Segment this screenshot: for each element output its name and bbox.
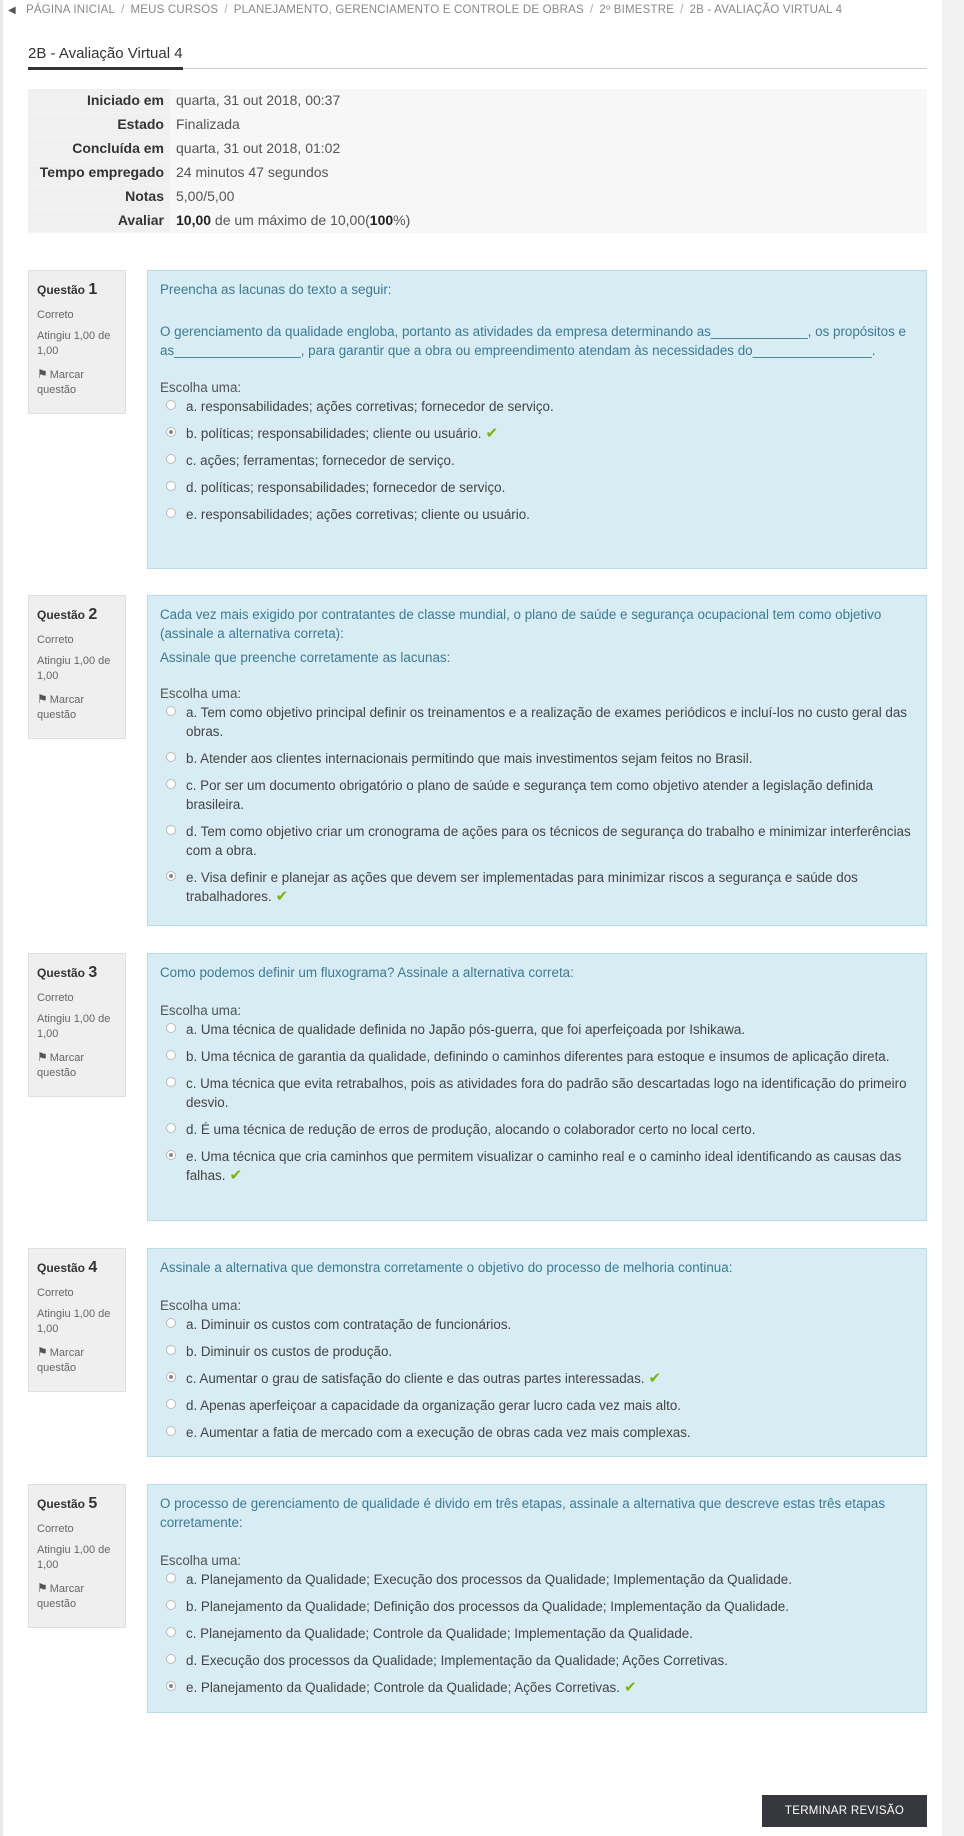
- question-text: Assinale que preenche corretamente as lacunas:: [160, 650, 451, 665]
- answer-prompt: Escolha uma:: [160, 380, 242, 395]
- answer-prompt: Escolha uma:: [160, 1003, 242, 1018]
- question-content: [147, 1248, 927, 1457]
- summary-row: [28, 137, 927, 161]
- answer-option[interactable]: [160, 505, 914, 524]
- flag-icon: ⚑: [37, 1050, 48, 1064]
- option-text: e. Visa definir e planejar as ações que devem ser implementadas para minimizar riscos a segurança e saúde dos trabalhadores.: [186, 870, 858, 904]
- radio-button[interactable]: [166, 1654, 176, 1664]
- option-text: e. Aumentar a fatia de mercado com a execução de obras cada vez mais complexas.: [186, 1425, 691, 1440]
- check-icon: ✔: [275, 888, 289, 905]
- left-edge: [0, 0, 3, 1836]
- grade-text: de um máximo de 10,00(: [211, 212, 370, 228]
- question-info: [28, 1484, 126, 1628]
- question-content: [147, 595, 927, 926]
- answer-option[interactable]: [160, 1020, 914, 1039]
- question-number-value: 1: [88, 281, 98, 298]
- answer-option[interactable]: [160, 478, 914, 497]
- question-state: Correto: [37, 992, 74, 1004]
- check-icon: ✔: [485, 425, 499, 442]
- answer-option[interactable]: [160, 1651, 914, 1670]
- summary-row: [28, 209, 927, 233]
- flag-icon: ⚑: [37, 367, 48, 381]
- summary-value: 24 minutos 47 segundos: [170, 161, 927, 185]
- question-state: Correto: [37, 1523, 74, 1535]
- summary-label: Iniciado em: [28, 89, 170, 113]
- answer-option[interactable]: [160, 1369, 914, 1388]
- breadcrumb-separator: /: [121, 4, 125, 16]
- answer-option[interactable]: [160, 1074, 914, 1112]
- scrollbar-track[interactable]: [942, 0, 964, 1836]
- breadcrumb-course[interactable]: PLANEJAMENTO, GERENCIAMENTO E CONTROLE DE OBRAS: [233, 4, 584, 16]
- flag-label: Marcar questão: [37, 369, 84, 396]
- answer-option[interactable]: [160, 1120, 914, 1139]
- answer-option[interactable]: [160, 776, 914, 814]
- question-content: [147, 270, 927, 569]
- breadcrumb-quiz[interactable]: 2B - AVALIAÇÃO VIRTUAL 4: [689, 4, 843, 16]
- radio-button[interactable]: [166, 825, 176, 835]
- question-label: Questão: [37, 283, 86, 297]
- option-text: c. Planejamento da Qualidade; Controle da Qualidade; Implementação da Qualidade.: [186, 1626, 693, 1641]
- option-text: c. Uma técnica que evita retrabalhos, pois as atividades fora do padrão são descartadas logo na identificação do primeiro desvio.: [186, 1076, 907, 1110]
- question-grade: Atingiu 1,00 de 1,00: [37, 330, 111, 357]
- radio-button[interactable]: [166, 1345, 176, 1355]
- option-text: b. Atender aos clientes internacionais permitindo que mais investimentos sejam feitos no Brasil.: [186, 751, 753, 766]
- question-state: Correto: [37, 309, 74, 321]
- flag-question-link[interactable]: [37, 692, 117, 723]
- answer-option[interactable]: [160, 1597, 914, 1616]
- radio-button[interactable]: [166, 454, 176, 464]
- question-info: [28, 953, 126, 1097]
- breadcrumb: [0, 0, 842, 20]
- flag-icon: ⚑: [37, 692, 48, 706]
- option-text: d. Tem como objetivo criar um cronograma de ações para os técnicos de segurança do trabalho e minimizar interferências com a obra.: [186, 824, 911, 858]
- option-text: e. Planejamento da Qualidade; Controle da Qualidade; Ações Corretivas.: [186, 1680, 620, 1695]
- option-text: b. Diminuir os custos de produção.: [186, 1344, 393, 1359]
- breadcrumb-home[interactable]: PÁGINA INICIAL: [26, 4, 116, 16]
- answer-prompt: Escolha uma:: [160, 686, 242, 701]
- page-title: 2B - Avaliação Virtual 4: [28, 44, 183, 70]
- summary-label: Notas: [28, 185, 170, 209]
- radio-button-selected[interactable]: [166, 871, 176, 881]
- question-number: [37, 1259, 117, 1277]
- radio-button[interactable]: [166, 400, 176, 410]
- flag-label: Marcar questão: [37, 1347, 84, 1374]
- flag-icon: ⚑: [37, 1345, 48, 1359]
- option-text: d. Apenas aperfeiçoar a capacidade da organização gerar lucro cada vez mais alto.: [186, 1398, 682, 1413]
- radio-button[interactable]: [166, 706, 176, 716]
- question-label: Questão: [37, 1261, 86, 1275]
- question-text: Como podemos definir um fluxograma? Assinale a alternativa correta:: [160, 965, 574, 980]
- option-text: b. políticas; responsabilidades; cliente ou usuário.: [186, 426, 482, 441]
- answer-option[interactable]: [160, 451, 914, 470]
- summary-value: 5,00/5,00: [170, 185, 927, 209]
- breadcrumb-separator: /: [680, 4, 684, 16]
- summary-label: Estado: [28, 113, 170, 137]
- answer-option[interactable]: [160, 703, 914, 741]
- radio-button[interactable]: [166, 1318, 176, 1328]
- question-number: [37, 281, 117, 299]
- check-icon: ✔: [648, 1370, 662, 1387]
- summary-row: [28, 185, 927, 209]
- option-text: d. Execução dos processos da Qualidade; Implementação da Qualidade; Ações Corretivas.: [186, 1653, 728, 1668]
- question-number-value: 4: [88, 1259, 98, 1276]
- question-info: [28, 270, 126, 414]
- question-number: [37, 964, 117, 982]
- grade-percent: 100: [369, 212, 394, 228]
- attempt-summary-table: [28, 89, 927, 233]
- radio-button[interactable]: [166, 1023, 176, 1033]
- breadcrumb-bimester[interactable]: 2º BIMESTRE: [599, 4, 675, 16]
- option-text: a. Tem como objetivo principal definir os treinamentos e a realização de exames periódicos e incluí-los no custo geral das obras.: [186, 705, 907, 739]
- question-grade: Atingiu 1,00 de 1,00: [37, 1308, 111, 1335]
- radio-button[interactable]: [166, 481, 176, 491]
- finish-review-button[interactable]: TERMINAR REVISÃO: [762, 1795, 927, 1827]
- radio-button[interactable]: [166, 1399, 176, 1409]
- page-title-bar: [28, 44, 927, 69]
- option-text: a. Planejamento da Qualidade; Execução dos processos da Qualidade; Implementação da Qualidade.: [186, 1572, 792, 1587]
- summary-row: [28, 113, 927, 137]
- option-text: e. responsabilidades; ações corretivas; cliente ou usuário.: [186, 507, 530, 522]
- answer-option[interactable]: [160, 1423, 914, 1442]
- flag-question-link[interactable]: [37, 1581, 117, 1612]
- summary-value: quarta, 31 out 2018, 00:37: [170, 89, 927, 113]
- flag-label: Marcar questão: [37, 694, 84, 721]
- question-text: Preencha as lacunas do texto a seguir:: [160, 282, 392, 297]
- question-grade: Atingiu 1,00 de 1,00: [37, 1013, 111, 1040]
- radio-button[interactable]: [166, 1050, 176, 1060]
- option-text: c. Por ser um documento obrigatório o plano de saúde e segurança tem como objetivo atender a legislação definida brasileira.: [186, 778, 874, 812]
- flag-icon: ⚑: [37, 1581, 48, 1595]
- option-text: d. É uma técnica de redução de erros de produção, alocando o colaborador certo no local certo.: [186, 1122, 756, 1137]
- question-grade: Atingiu 1,00 de 1,00: [37, 655, 111, 682]
- question-content: [147, 953, 927, 1221]
- radio-button[interactable]: [166, 779, 176, 789]
- answer-option[interactable]: [160, 1624, 914, 1643]
- flag-question-link[interactable]: [37, 1345, 117, 1376]
- flag-question-link[interactable]: [37, 367, 117, 398]
- radio-button[interactable]: [166, 1627, 176, 1637]
- question-info: [28, 1248, 126, 1392]
- option-text: a. Uma técnica de qualidade definida no Japão pós-guerra, que foi aperfeiçoada por Ishikawa.: [186, 1022, 746, 1037]
- chevron-left-icon[interactable]: ◀: [8, 5, 16, 16]
- question-label: Questão: [37, 1497, 86, 1511]
- check-icon: ✔: [229, 1167, 243, 1184]
- answer-option[interactable]: [160, 1342, 914, 1361]
- option-text: d. políticas; responsabilidades; fornecedor de serviço.: [186, 480, 506, 495]
- radio-button-selected[interactable]: [166, 1681, 176, 1691]
- radio-button[interactable]: [166, 1600, 176, 1610]
- radio-button[interactable]: [166, 1123, 176, 1133]
- radio-button[interactable]: [166, 1077, 176, 1087]
- summary-label: Tempo empregado: [28, 161, 170, 185]
- answer-option[interactable]: [160, 1047, 914, 1066]
- radio-button[interactable]: [166, 752, 176, 762]
- answer-prompt: Escolha uma:: [160, 1298, 242, 1313]
- question-label: Questão: [37, 966, 86, 980]
- answer-option[interactable]: [160, 397, 914, 416]
- answer-option[interactable]: [160, 1396, 914, 1415]
- question-text: O gerenciamento da qualidade engloba, portanto as atividades da empresa determinando as_____________, os propósitos e as_________________, para garantir que a obra ou empreendimento atendam às necessidades do________________.: [160, 324, 906, 358]
- grade-text-end: %): [393, 212, 411, 228]
- answer-option[interactable]: [160, 424, 914, 443]
- answer-option[interactable]: [160, 1570, 914, 1589]
- question-state: Correto: [37, 1287, 74, 1299]
- answer-option[interactable]: [160, 822, 914, 860]
- option-text: c. Aumentar o grau de satisfação do cliente e das outras partes interessadas.: [186, 1371, 645, 1386]
- breadcrumb-separator: /: [589, 4, 594, 16]
- question-grade: Atingiu 1,00 de 1,00: [37, 1544, 111, 1571]
- question-number: [37, 606, 117, 624]
- radio-button[interactable]: [166, 1573, 176, 1583]
- question-state: Correto: [37, 634, 74, 646]
- answer-option[interactable]: [160, 749, 914, 768]
- option-text: a. Diminuir os custos com contratação de funcionários.: [186, 1317, 512, 1332]
- radio-button-selected[interactable]: [166, 1372, 176, 1382]
- question-text: Cada vez mais exigido por contratantes de classe mundial, o plano de saúde e segurança ocupacional tem como objetivo (assinale a alternativa correta):: [160, 607, 882, 641]
- option-text: b. Uma técnica de garantia da qualidade, definindo o caminhos diferentes para estoque e insumos de aplicação direta.: [186, 1049, 890, 1064]
- summary-label: Avaliar: [28, 209, 170, 233]
- breadcrumb-my-courses[interactable]: MEUS CURSOS: [130, 4, 219, 16]
- question-label: Questão: [37, 608, 86, 622]
- flag-label: Marcar questão: [37, 1583, 84, 1610]
- question-content: [147, 1484, 927, 1713]
- question-number-value: 2: [88, 606, 98, 623]
- answer-option[interactable]: [160, 1315, 914, 1334]
- question-text: O processo de gerenciamento de qualidade é divido em três etapas, assinale a alternativa que descreve estas três etapas corretamente:: [160, 1496, 886, 1530]
- radio-button[interactable]: [166, 508, 176, 518]
- radio-button-selected[interactable]: [166, 1150, 176, 1160]
- option-text: c. ações; ferramentas; fornecedor de serviço.: [186, 453, 455, 468]
- summary-row: [28, 161, 927, 185]
- question-info: [28, 595, 126, 739]
- flag-question-link[interactable]: [37, 1050, 117, 1081]
- flag-label: Marcar questão: [37, 1052, 84, 1079]
- radio-button[interactable]: [166, 1426, 176, 1436]
- question-number-value: 3: [88, 964, 98, 981]
- check-icon: ✔: [623, 1679, 637, 1696]
- summary-value: quarta, 31 out 2018, 01:02: [170, 137, 927, 161]
- question-number-value: 5: [88, 1495, 98, 1512]
- answer-prompt: Escolha uma:: [160, 1553, 242, 1568]
- summary-value: Finalizada: [170, 113, 927, 137]
- question-number: [37, 1495, 117, 1513]
- grade-score: 10,00: [176, 212, 212, 228]
- question-text: Assinale a alternativa que demonstra corretamente o objetivo do processo de melhoria continua:: [160, 1260, 733, 1275]
- answer-option[interactable]: [160, 1678, 914, 1697]
- answer-option[interactable]: [160, 1147, 914, 1185]
- radio-button-selected[interactable]: [166, 427, 176, 437]
- answer-option[interactable]: [160, 868, 914, 906]
- option-text: a. responsabilidades; ações corretivas; fornecedor de serviço.: [186, 399, 554, 414]
- summary-row: [28, 89, 927, 113]
- breadcrumb-separator: /: [224, 4, 228, 16]
- option-text: b. Planejamento da Qualidade; Definição dos processos da Qualidade; Implementação da Qualidade.: [186, 1599, 789, 1614]
- summary-grade: [170, 209, 927, 233]
- summary-label: Concluída em: [28, 137, 170, 161]
- option-text: e. Uma técnica que cria caminhos que permitem visualizar o caminho real e o caminho ideal identificando as causas das falhas.: [186, 1149, 902, 1183]
